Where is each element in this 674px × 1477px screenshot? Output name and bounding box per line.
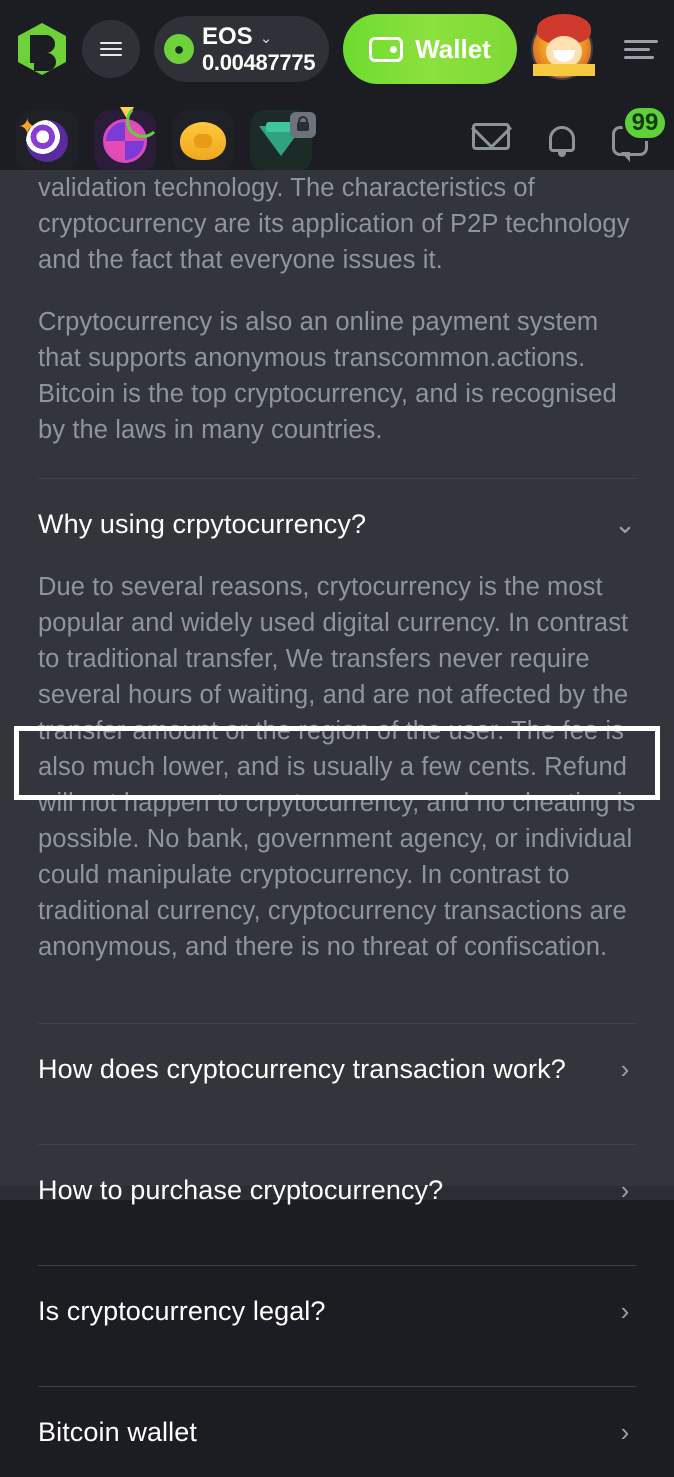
balance-amount: 0.00487775 [202,50,316,76]
lock-icon [290,112,316,138]
notifications-group [472,109,659,159]
paragraph-intro-2: Crpytocurrency is also an online payment system that supports anonymous transcommon.actions. Bitcoin is the top cryptocurrency, and is recognised by the laws in many countries. [38,308,617,444]
faq-item-how-to-purchase[interactable] [38,1145,636,1235]
faq-question-title: How does cryptocurrency transaction work? [38,1054,566,1084]
balance-text [202,23,315,76]
faq-answer-text: Due to several reasons, crytocurrency is the most popular and widely used digital currency. In contrast to traditional transfer, We transfers never require several hours of waiting, and are not affected by the transfer amount or the region of the user. The fee is also much lower, and is usually a few cents. Refund will not happen to crpytocurrency, and no cheating is possible. No bank, government agency, or individual could manipulate cryptocurrency. In contrast to traditional currency, cryptocurrency transactions are anonymous, and there is no threat of confiscation. [38,573,636,961]
faq-content[interactable] [0,170,674,1447]
bc-game-logo-icon[interactable] [16,21,68,77]
user-avatar[interactable] [531,18,593,80]
hamburger-bars [100,38,122,60]
wallet-label: Wallet [415,33,491,64]
notification-bell-icon[interactable] [542,123,582,159]
chevron-right-icon[interactable]: › [620,1054,630,1084]
faq-item-transaction-work[interactable] [38,1024,636,1114]
chevron-right-icon[interactable]: › [620,1175,630,1205]
balance-selector[interactable] [154,16,329,82]
game-icon-wheel-target[interactable]: ✦ [16,110,78,172]
faq-item-is-legal[interactable] [38,1266,636,1356]
chevron-down-icon[interactable]: ⌄ [259,29,273,47]
mail-icon[interactable] [472,123,512,159]
game-icon-piggy-bank[interactable] [172,110,234,172]
faq-question-title: How to purchase cryptocurrency? [38,1175,444,1205]
wallet-icon [369,37,403,62]
chevron-right-icon[interactable]: › [620,1296,630,1326]
faq-question-title: Why using crpytocurrency? [38,509,367,539]
faq-question-title: Is cryptocurrency legal? [38,1296,326,1326]
faq-item-bitcoin-wallet[interactable] [38,1387,636,1477]
chat-badge: 99 [622,105,668,141]
chat-icon[interactable] [612,109,659,159]
chevron-down-icon[interactable]: ⌄ [614,509,636,539]
eos-coin-icon: ● [164,34,194,64]
faq-question-title: Bitcoin wallet [38,1417,197,1447]
currency-symbol: EOS [202,22,253,50]
hamburger-menu-icon[interactable] [82,20,140,78]
paragraph-intro-1: validation technology. The characteristics of cryptocurrency are its application of P2P technology and the fact that everyone issues it. [38,174,630,274]
game-icon-gem[interactable] [250,110,312,172]
loading-spinner-icon [126,104,160,138]
chevron-right-icon[interactable]: › [620,1417,630,1447]
faq-item-why-using-cryptocurrency[interactable] [38,479,636,569]
list-menu-icon[interactable] [624,35,658,64]
wallet-button[interactable] [343,14,517,84]
top-bar [0,0,674,98]
